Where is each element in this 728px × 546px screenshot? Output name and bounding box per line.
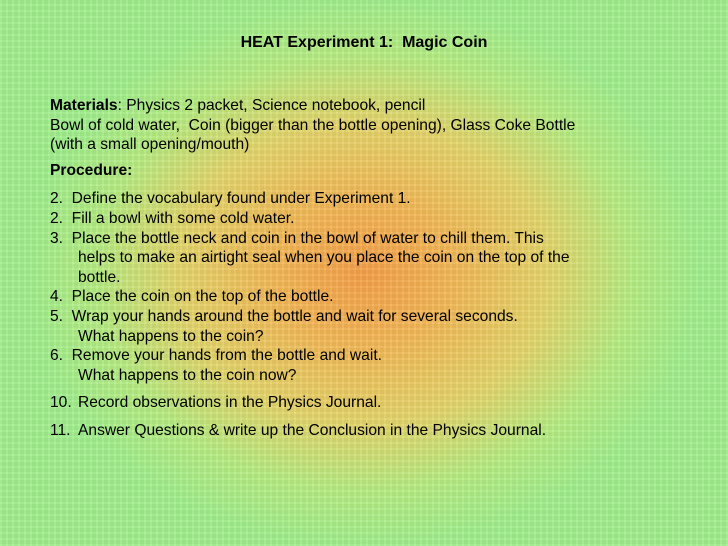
step-number: 2. bbox=[50, 190, 72, 208]
slide-title: HEAT Experiment 1: Magic Coin bbox=[240, 34, 488, 51]
procedure-heading: Procedure: bbox=[50, 161, 133, 179]
step-number: 11. bbox=[50, 421, 71, 439]
step-text: Record observations in the Physics Journal. bbox=[78, 394, 382, 412]
step-text: Answer Questions & write up the Conclusion in the Physics Journal. bbox=[78, 421, 547, 439]
step-number: 3. bbox=[50, 229, 72, 247]
step-item bbox=[50, 189, 710, 209]
step-text: Wrap your hands around the bottle and wait for several seconds. bbox=[71, 307, 518, 325]
step-continuation: What happens to the coin now? bbox=[78, 366, 297, 384]
step-number: 5. bbox=[50, 307, 72, 325]
step-item bbox=[50, 287, 710, 307]
step-text: Fill a bowl with some cold water. bbox=[71, 209, 295, 227]
step-number: 10. bbox=[50, 394, 72, 412]
step-number: 6. bbox=[50, 347, 72, 365]
step-text: Place the coin on the top of the bottle. bbox=[71, 288, 334, 306]
step-text: Define the vocabulary found under Experiment 1. bbox=[71, 190, 411, 208]
step-item bbox=[50, 229, 710, 249]
procedure-steps bbox=[50, 189, 710, 440]
step-item bbox=[50, 393, 710, 413]
step-item bbox=[50, 421, 710, 441]
step-continuation: What happens to the coin? bbox=[78, 327, 264, 345]
step-item bbox=[50, 209, 710, 229]
step-number: 4. bbox=[50, 288, 72, 306]
step-item bbox=[50, 346, 710, 366]
step-continuation: helps to make an airtight seal when you place the coin on the top of the bbox=[78, 249, 570, 267]
materials-line-3: (with a small opening/mouth) bbox=[50, 136, 250, 154]
step-number: 2. bbox=[50, 209, 72, 227]
step-text: Place the bottle neck and coin in the bowl of water to chill them. This bbox=[71, 229, 544, 247]
step-continuation: bottle. bbox=[78, 268, 121, 286]
materials-line-2: Bowl of cold water, Coin (bigger than the bottle opening), Glass Coke Bottle bbox=[50, 116, 576, 134]
step-item bbox=[50, 307, 710, 327]
materials-label: Materials bbox=[50, 97, 118, 114]
materials-line-1 bbox=[50, 96, 710, 116]
step-text: Remove your hands from the bottle and wait. bbox=[71, 347, 382, 365]
materials-list: : Physics 2 packet, Science notebook, pencil bbox=[117, 97, 426, 114]
slide-content bbox=[50, 96, 710, 441]
